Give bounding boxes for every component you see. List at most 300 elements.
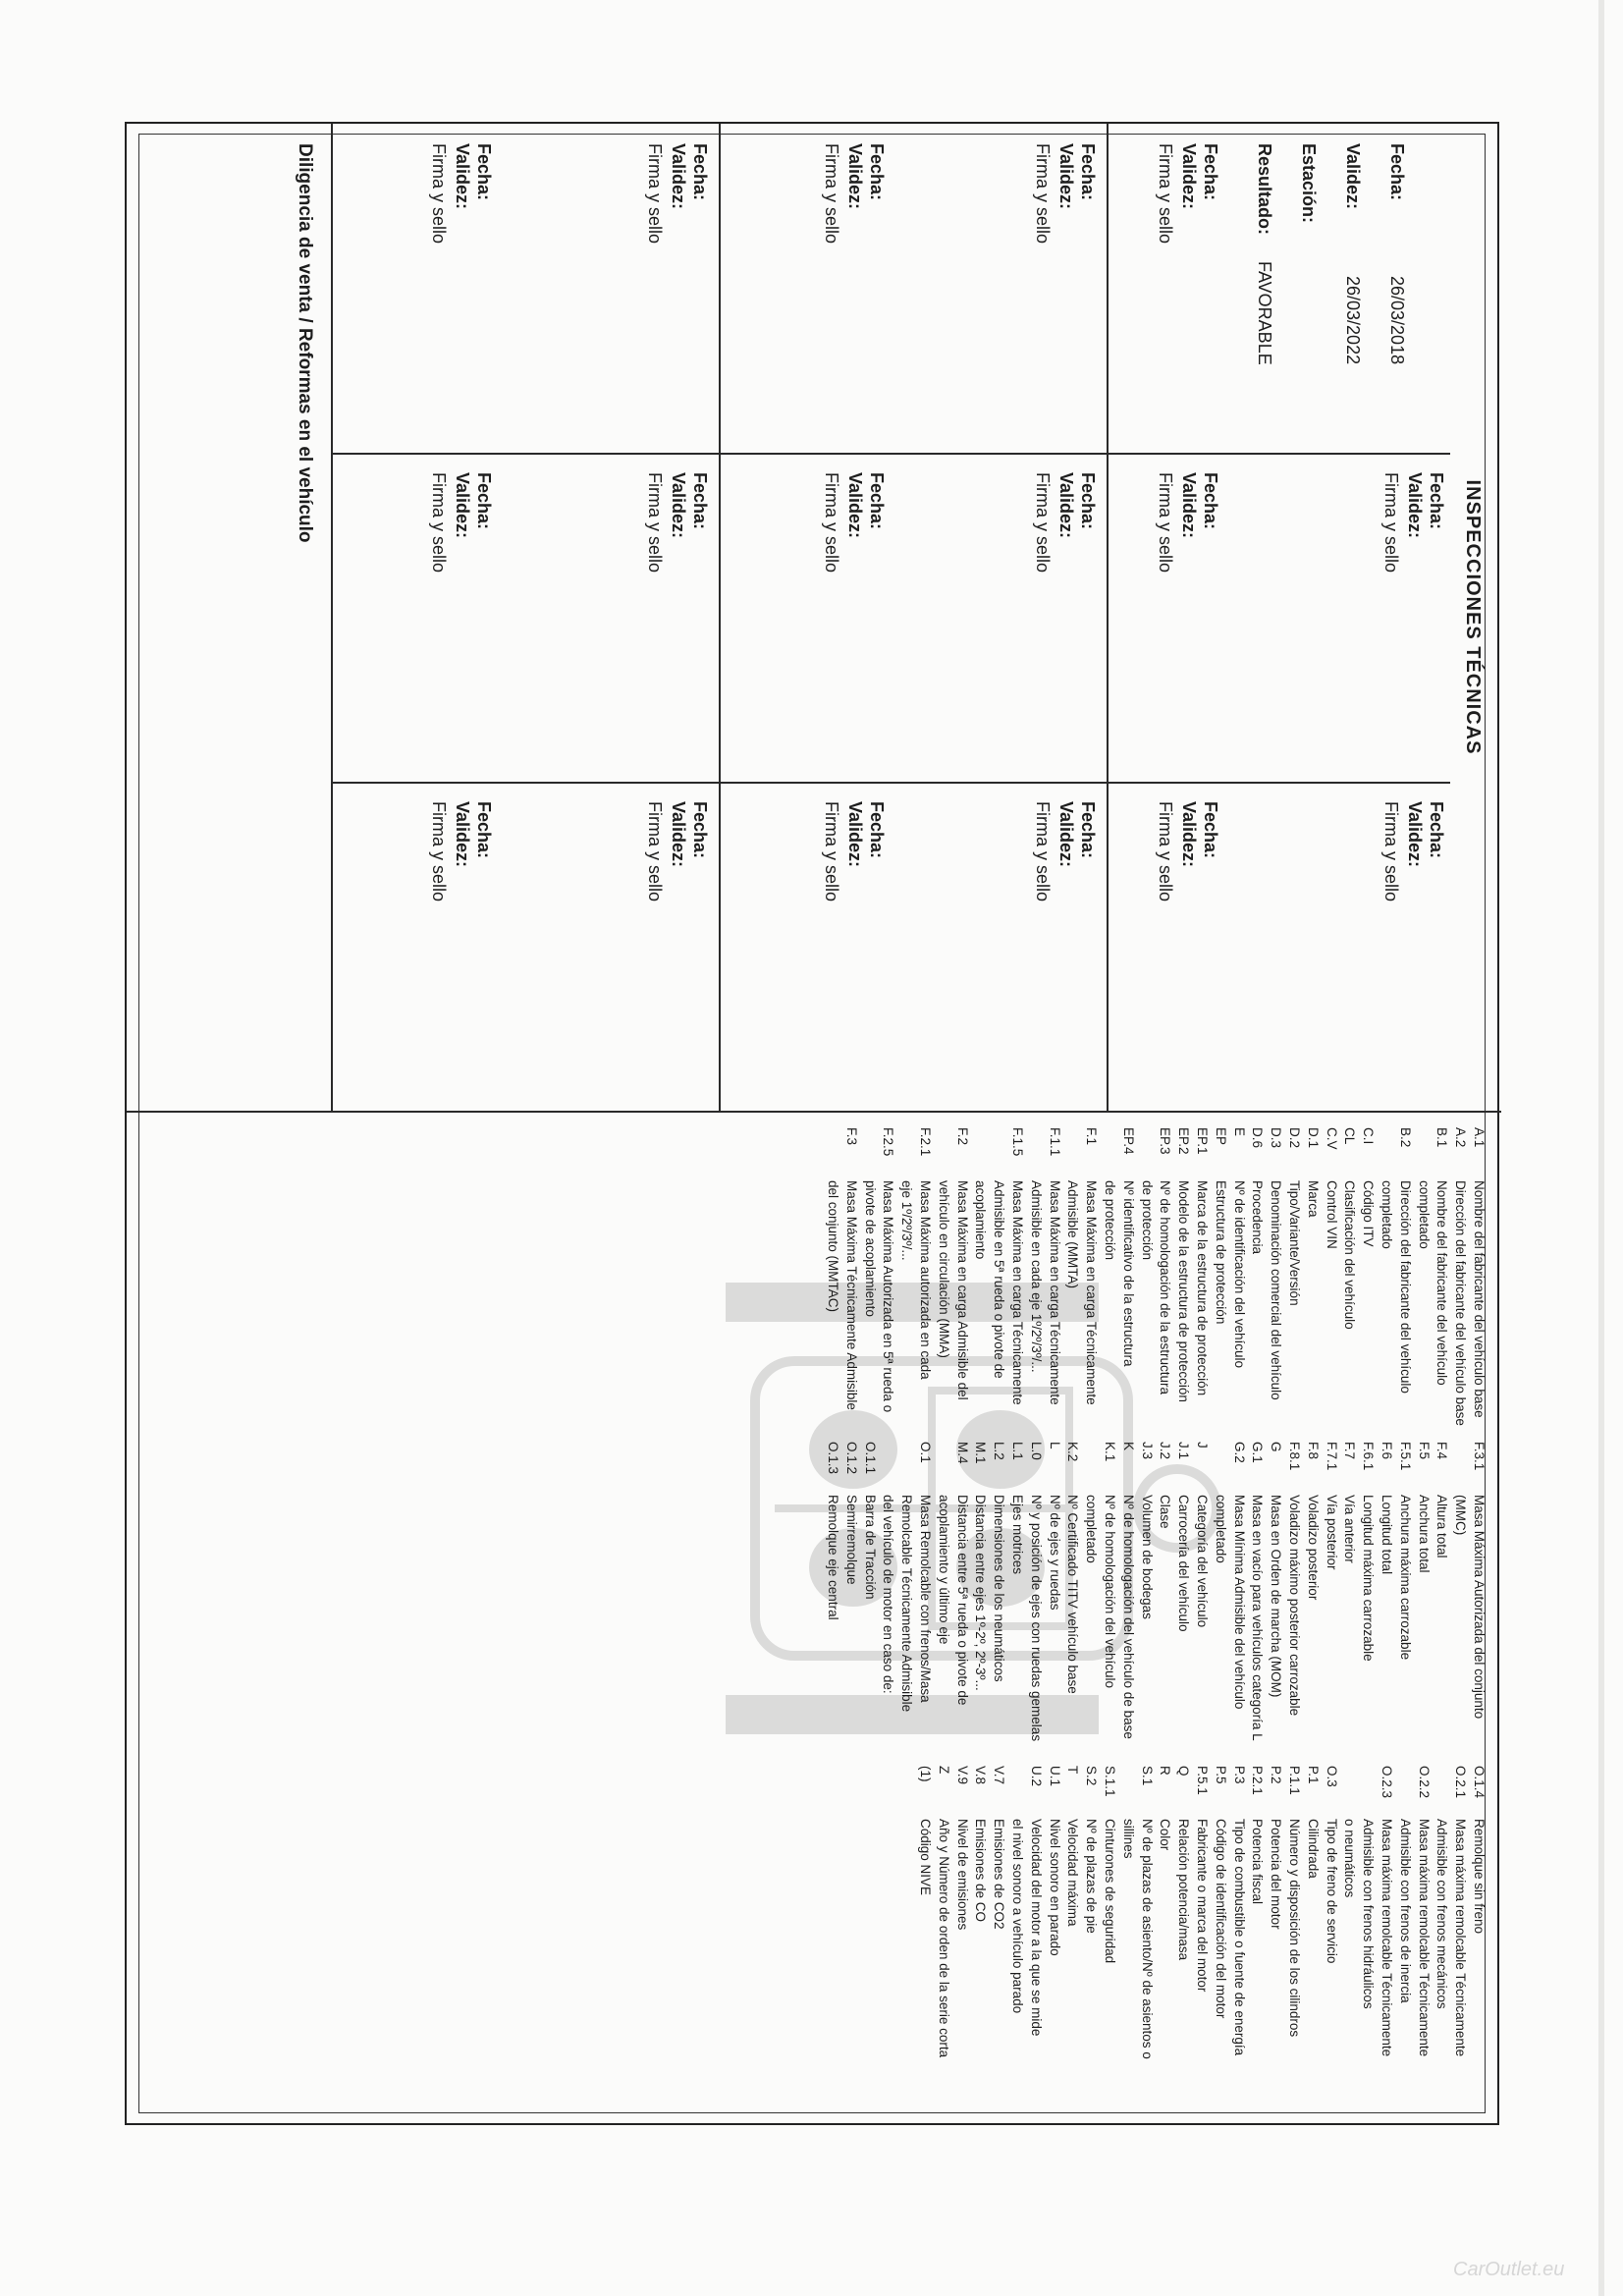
grid-divider-col-1 bbox=[333, 453, 1450, 455]
legend-description: Nº y posición de ejes con ruedas gemelas bbox=[1028, 1495, 1044, 1742]
legend-code: P.5.1 bbox=[1195, 1766, 1211, 1795]
diligencia-heading: Diligencia de venta / Reformas en el vehículo bbox=[295, 143, 315, 543]
legend-code: P.1 bbox=[1305, 1766, 1321, 1784]
legend-description: el nivel sonoro a vehículo parado bbox=[1010, 1819, 1026, 2014]
legend-description: Voladizo máximo posterior carrozable bbox=[1287, 1495, 1303, 1717]
legend-row bbox=[1377, 1127, 1395, 1432]
scan-edge bbox=[1598, 0, 1604, 2296]
legend-row bbox=[1303, 1766, 1322, 2105]
legend-code: J.3 bbox=[1139, 1442, 1155, 1460]
legend-row bbox=[1026, 1442, 1045, 1756]
legend-description: Nombre del fabricante del vehículo base bbox=[1472, 1180, 1487, 1418]
validez-value: 26/03/2022 bbox=[1343, 276, 1363, 365]
validez-label: Validez: bbox=[1179, 472, 1199, 539]
legend-description: acoplamiento y último eje bbox=[936, 1495, 951, 1645]
legend-code bbox=[897, 1127, 916, 1180]
legend-row bbox=[1156, 1766, 1174, 2105]
legend-description: Barra de Tracción bbox=[862, 1495, 878, 1600]
legend-code bbox=[934, 1442, 952, 1495]
legend-description: Nº de plazas de pie bbox=[1084, 1819, 1100, 1934]
legend-row bbox=[1156, 1442, 1174, 1756]
legend-row bbox=[1063, 1766, 1082, 2105]
legend-row bbox=[934, 1127, 952, 1432]
firma-sello: Firma y sello bbox=[1033, 143, 1053, 245]
legend-row bbox=[879, 1442, 897, 1756]
validez-label: Validez: bbox=[453, 143, 472, 210]
legend-code: O.1.1 bbox=[862, 1442, 878, 1475]
legend-description: Ejes motrices bbox=[1010, 1495, 1026, 1575]
legend-row bbox=[971, 1766, 990, 2105]
validez-label: Validez: bbox=[1179, 801, 1199, 868]
legend-row bbox=[1045, 1127, 1063, 1432]
firma-sello: Firma y sello bbox=[822, 143, 841, 245]
legend-description: sillines bbox=[1120, 1819, 1136, 1859]
legend-description: Emisiones de CO bbox=[973, 1819, 989, 1923]
legend-description: Admisible con frenos mecánicos bbox=[1434, 1819, 1450, 2009]
legend-code: O.1 bbox=[918, 1442, 934, 1463]
legend-description: Masa Máxima Autorizada en 5ª rueda o bbox=[881, 1180, 896, 1413]
legend-description: Nombre del fabricante del vehículo bbox=[1434, 1180, 1450, 1386]
legend-description: Altura total bbox=[1434, 1495, 1450, 1558]
legend-row bbox=[934, 1442, 952, 1756]
legend-row bbox=[1081, 1442, 1100, 1756]
legend-row bbox=[1137, 1127, 1156, 1432]
legend-description: del conjunto (MMTAC) bbox=[826, 1180, 841, 1313]
legend-code bbox=[934, 1127, 952, 1180]
legend-code: V.8 bbox=[973, 1766, 989, 1785]
legend-row bbox=[1414, 1127, 1433, 1432]
legend-code: K.2 bbox=[1065, 1442, 1081, 1462]
firma-sello: Firma y sello bbox=[1381, 472, 1401, 574]
legend-row bbox=[1450, 1127, 1469, 1432]
legend-code: P.2 bbox=[1269, 1766, 1284, 1784]
page-title: INSPECCIONES TÉCNICAS bbox=[1462, 479, 1484, 755]
legend-code bbox=[1414, 1127, 1433, 1180]
legend-description: Nº de homologación del vehículo de base bbox=[1120, 1495, 1136, 1739]
validez-label: Validez: bbox=[845, 472, 865, 539]
legend-row bbox=[1266, 1766, 1284, 2105]
legend-description: completado bbox=[1213, 1495, 1228, 1563]
fecha-label: Fecha: bbox=[867, 143, 887, 201]
firma-sello: Firma y sello bbox=[1381, 801, 1401, 902]
legend-row bbox=[1358, 1766, 1377, 2105]
legend-description: Cilindrada bbox=[1305, 1819, 1321, 1879]
fecha-label: Fecha: bbox=[690, 801, 710, 859]
legend-row bbox=[1340, 1766, 1359, 2105]
validez-label: Validez: bbox=[453, 801, 472, 868]
legend-row bbox=[1007, 1127, 1026, 1432]
legend-description: Admisible con frenos de inercia bbox=[1397, 1819, 1413, 2003]
legend-code: B.1 bbox=[1434, 1127, 1450, 1148]
legend-description: Longitud máxima carrozable bbox=[1361, 1495, 1377, 1662]
legend-description: Tipo de freno de servicio bbox=[1324, 1819, 1339, 1964]
legend-description: Nº de homologación de la estructura bbox=[1158, 1180, 1173, 1395]
legend-row bbox=[1063, 1127, 1082, 1432]
legend-code: F.7 bbox=[1342, 1442, 1358, 1460]
legend-description: Fabricante o marca del motor bbox=[1195, 1819, 1211, 1993]
legend-code: EP.2 bbox=[1176, 1127, 1192, 1155]
validez-label: Validez: bbox=[453, 472, 472, 539]
legend-description: Voladizo posterior bbox=[1305, 1495, 1321, 1601]
fecha-label: Fecha: bbox=[474, 143, 494, 201]
legend-description: vehículo en circulación (MMA) bbox=[936, 1180, 951, 1358]
legend-row bbox=[1248, 1442, 1267, 1756]
legend-code: F.8.1 bbox=[1287, 1442, 1303, 1471]
legend-code: P.3 bbox=[1231, 1766, 1247, 1784]
legend-code: M.1 bbox=[973, 1442, 989, 1464]
firma-sello: Firma y sello bbox=[1156, 143, 1175, 245]
inspection-cell-5 bbox=[726, 472, 1099, 767]
legend-code: D.2 bbox=[1287, 1127, 1303, 1149]
legend-code: L.2 bbox=[992, 1442, 1007, 1460]
validez-label: Validez: bbox=[1405, 472, 1425, 539]
legend-description: Denominación comercial del vehículo bbox=[1269, 1180, 1284, 1400]
legend-code: P.1.1 bbox=[1287, 1766, 1303, 1795]
legend-description: pivote de acoplamiento bbox=[862, 1180, 878, 1317]
legend-description: Relación potencia/masa bbox=[1176, 1819, 1192, 1961]
legend-code: D.3 bbox=[1269, 1127, 1284, 1149]
legend-row bbox=[1358, 1442, 1377, 1756]
legend-code bbox=[1137, 1127, 1156, 1180]
legend-row bbox=[1081, 1127, 1100, 1432]
fecha-label: Fecha: bbox=[474, 801, 494, 859]
legend-description: Código NIVE bbox=[918, 1819, 934, 1896]
firma-sello: Firma y sello bbox=[645, 801, 665, 902]
firma-sello: Firma y sello bbox=[645, 143, 665, 245]
legend-code: EP.3 bbox=[1158, 1127, 1173, 1155]
legend-code: R bbox=[1158, 1766, 1173, 1776]
legend-description: Vía posterior bbox=[1324, 1495, 1339, 1570]
legend-code: S.2 bbox=[1084, 1766, 1100, 1786]
legend-description: Nº Certificado TITV vehículo base bbox=[1065, 1495, 1081, 1694]
legend-row bbox=[1322, 1127, 1340, 1432]
legend-description: Anchura total bbox=[1416, 1495, 1432, 1573]
legend-row bbox=[1414, 1442, 1433, 1756]
legend-code: F.2.1 bbox=[918, 1127, 934, 1157]
legend-code: O.1.3 bbox=[826, 1442, 841, 1475]
legend-code: G bbox=[1269, 1442, 1284, 1452]
legend-code: L bbox=[1047, 1442, 1062, 1449]
legend-code bbox=[1358, 1766, 1377, 1819]
legend-code bbox=[1450, 1442, 1469, 1495]
legend-code bbox=[1081, 1442, 1100, 1495]
legend-code: O.2.1 bbox=[1453, 1766, 1469, 1799]
legend-row bbox=[1007, 1442, 1026, 1756]
fecha-value: 26/03/2018 bbox=[1387, 276, 1407, 365]
fecha-label: Fecha: bbox=[1201, 801, 1220, 859]
legend-row bbox=[1118, 1766, 1137, 2105]
legend-row bbox=[934, 1766, 952, 2105]
legend-row bbox=[1377, 1442, 1395, 1756]
legend-description: Clasificación del vehículo bbox=[1342, 1180, 1358, 1330]
fecha-label: Fecha: bbox=[474, 472, 494, 530]
legend-description: Remolque sin freno bbox=[1472, 1819, 1487, 1935]
legend-row bbox=[1045, 1766, 1063, 2105]
legend-code: O.1.2 bbox=[843, 1442, 859, 1475]
fecha-label: Fecha: bbox=[867, 801, 887, 859]
fecha-label: Fecha: bbox=[1387, 143, 1407, 201]
legend-description: Vía anterior bbox=[1342, 1495, 1358, 1563]
fecha-label: Fecha: bbox=[1427, 472, 1446, 530]
firma-sello: Firma y sello bbox=[1156, 472, 1175, 574]
legend-row bbox=[1303, 1127, 1322, 1432]
inspection-cell-8 bbox=[338, 472, 711, 767]
legend-row bbox=[1026, 1127, 1045, 1432]
legend-row bbox=[1137, 1766, 1156, 2105]
legend-row bbox=[841, 1127, 860, 1432]
legend-description: de protección bbox=[1139, 1180, 1155, 1261]
legend-code: D.6 bbox=[1250, 1127, 1266, 1149]
legend-code: F.2 bbox=[954, 1127, 970, 1146]
legend-description: Masa Mínima Admisible del vehículo bbox=[1231, 1495, 1247, 1710]
legend-description: Admisible en 5ª rueda o pivote de bbox=[992, 1180, 1007, 1379]
legend-description: Nº de plazas de asiento/Nº de asientos o bbox=[1139, 1819, 1155, 2059]
legend-row bbox=[989, 1127, 1007, 1432]
legend-description: de protección bbox=[1103, 1180, 1118, 1261]
legend-description: Masa máxima remolcable Técnicamente bbox=[1416, 1819, 1432, 2057]
legend-description: completado bbox=[1380, 1180, 1395, 1249]
legend-description: Estructura de protección bbox=[1213, 1180, 1228, 1325]
validez-label: Validez: bbox=[669, 472, 688, 539]
legend-code: EP.1 bbox=[1195, 1127, 1211, 1155]
legend-row bbox=[1118, 1127, 1137, 1432]
legend-code bbox=[1377, 1127, 1395, 1180]
legend-description: Nº de homologación del vehículo bbox=[1103, 1495, 1118, 1689]
validez-label: Validez: bbox=[1343, 143, 1363, 210]
legend-description: Masa máxima remolcable Técnicamente bbox=[1380, 1819, 1395, 2057]
legend-description: Código de identificación del motor bbox=[1213, 1819, 1228, 2019]
validez-label: Validez: bbox=[1056, 143, 1076, 210]
legend-description: Masa en vacío para vehículos categoría L bbox=[1250, 1495, 1266, 1741]
legend-description: Velocidad del motor a la que se mide bbox=[1028, 1819, 1044, 2037]
legend-code: F.8 bbox=[1305, 1442, 1321, 1460]
legend-description: Procedencia bbox=[1250, 1180, 1266, 1255]
legend-description: Tipo/Variante/Versión bbox=[1287, 1180, 1303, 1306]
legend-row bbox=[1173, 1442, 1192, 1756]
legend-row bbox=[1450, 1766, 1469, 2105]
estacion-label: Estación: bbox=[1299, 143, 1319, 224]
inspection-cell-9 bbox=[338, 801, 711, 1096]
legend-code: A.1 bbox=[1472, 1127, 1487, 1148]
legend-code: J.2 bbox=[1158, 1442, 1173, 1460]
legend-code: F.3 bbox=[843, 1127, 859, 1146]
legend-row bbox=[1469, 1442, 1488, 1756]
legend-row bbox=[841, 1442, 860, 1756]
legend-column-1 bbox=[823, 1127, 1488, 1432]
grid-divider-col-2 bbox=[333, 782, 1450, 784]
inspection-sheet bbox=[125, 122, 1499, 2125]
validez-label: Validez: bbox=[1405, 801, 1425, 868]
legend-row bbox=[952, 1442, 971, 1756]
inspection-cell-7 bbox=[338, 143, 711, 438]
legend-description: Potencia fiscal bbox=[1250, 1819, 1266, 1905]
validez-label: Validez: bbox=[1179, 143, 1199, 210]
legend-row bbox=[952, 1127, 971, 1432]
legend-row bbox=[1322, 1442, 1340, 1756]
legend-row bbox=[1192, 1766, 1211, 2105]
legend-code: K.1 bbox=[1103, 1442, 1118, 1462]
legend-row bbox=[1266, 1127, 1284, 1432]
legend-description: Categoría del vehículo bbox=[1195, 1495, 1211, 1628]
fecha-label: Fecha: bbox=[1201, 472, 1220, 530]
legend-code bbox=[897, 1442, 916, 1495]
legend-description: Remolque eje central bbox=[826, 1495, 841, 1620]
firma-sello: Firma y sello bbox=[1033, 472, 1053, 574]
inspection-cell-4 bbox=[726, 143, 1099, 438]
legend-code: EP.4 bbox=[1120, 1127, 1136, 1155]
validez-label: Validez: bbox=[1056, 801, 1076, 868]
legend-description: Nivel sonoro en parado bbox=[1047, 1819, 1062, 1956]
watermark: CarOutlet.eu bbox=[1453, 2259, 1565, 2280]
legend-description: Dimensiones de los neumáticos bbox=[992, 1495, 1007, 1682]
firma-sello: Firma y sello bbox=[822, 801, 841, 902]
legend-description: Carrocería del vehículo bbox=[1176, 1495, 1192, 1632]
fecha-label: Fecha: bbox=[1427, 801, 1446, 859]
legend-code: O.2.2 bbox=[1416, 1766, 1432, 1799]
legend-code bbox=[879, 1442, 897, 1495]
legend-code bbox=[971, 1127, 990, 1180]
legend-row bbox=[860, 1127, 879, 1432]
legend-code: F.1.5 bbox=[1010, 1127, 1026, 1157]
legend-description: Semirremolque bbox=[843, 1495, 859, 1585]
legend-row bbox=[1045, 1442, 1063, 1756]
legend-code bbox=[989, 1127, 1007, 1180]
legend-code: (1) bbox=[918, 1766, 934, 1782]
legend-code bbox=[1211, 1442, 1229, 1495]
validez-label: Validez: bbox=[1056, 472, 1076, 539]
legend-code: O.2.3 bbox=[1380, 1766, 1395, 1799]
legend-row bbox=[1469, 1127, 1488, 1432]
legend-row bbox=[1395, 1442, 1414, 1756]
legend-code bbox=[823, 1127, 841, 1180]
legend-description: Marca bbox=[1305, 1180, 1321, 1218]
legend-code bbox=[860, 1127, 879, 1180]
legend-row bbox=[823, 1442, 841, 1756]
legend-description: Distancia entre 5ª rueda o pivote de bbox=[954, 1495, 970, 1706]
legend-code: C.V bbox=[1324, 1127, 1339, 1150]
legend-description: Potencia del motor bbox=[1269, 1819, 1284, 1930]
firma-sello: Firma y sello bbox=[429, 801, 449, 902]
legend-row bbox=[1007, 1766, 1026, 2105]
legend-description: Dirección del fabricante del vehículo bbox=[1397, 1180, 1413, 1394]
legend-row bbox=[1118, 1442, 1137, 1756]
legend-code: J bbox=[1195, 1442, 1211, 1449]
legend-description: Masa Máxima autorizada en cada bbox=[918, 1180, 934, 1380]
legend-code: O.3 bbox=[1324, 1766, 1339, 1787]
legend-code bbox=[1026, 1127, 1045, 1180]
legend-code: O.1.4 bbox=[1472, 1766, 1487, 1799]
legend-description: del vehículo de motor en caso de: bbox=[881, 1495, 896, 1694]
legend-description: Masa Máxima en carga Admisible del bbox=[954, 1180, 970, 1400]
legend-row bbox=[915, 1127, 934, 1432]
legend-description: Tipo de combustible o fuente de energía bbox=[1231, 1819, 1247, 2056]
legend-description: Año y Número de orden de la serie corta bbox=[936, 1819, 951, 2058]
legend-description: completado bbox=[1084, 1495, 1100, 1563]
legend-row bbox=[1358, 1127, 1377, 1432]
legend-code: L.0 bbox=[1028, 1442, 1044, 1460]
legend-code: P.2.1 bbox=[1250, 1766, 1266, 1795]
legend-row bbox=[823, 1127, 841, 1432]
legend-description: (MMC) bbox=[1453, 1495, 1469, 1536]
legend-code: A.2 bbox=[1453, 1127, 1469, 1148]
legend-row bbox=[971, 1442, 990, 1756]
legend-description: Admisible (MMTA) bbox=[1065, 1180, 1081, 1289]
legend-description: Masa máxima remolcable Técnicamente bbox=[1453, 1819, 1469, 2057]
grid-divider-row-1 bbox=[1108, 124, 1109, 1111]
legend-code: Z bbox=[936, 1766, 951, 1775]
legend-description: Remolcable Técnicamente Admisible bbox=[899, 1495, 915, 1713]
legend-row bbox=[879, 1127, 897, 1432]
legend-code: G.1 bbox=[1250, 1442, 1266, 1463]
legend-description: Longitud total bbox=[1380, 1495, 1395, 1575]
legend-row bbox=[1284, 1442, 1303, 1756]
legend-code: J.1 bbox=[1176, 1442, 1192, 1460]
legend-row bbox=[1192, 1442, 1211, 1756]
legend-description: Masa Máxima en carga Técnicamente bbox=[1010, 1180, 1026, 1405]
fecha-label: Fecha: bbox=[1078, 143, 1098, 201]
legend-row bbox=[1377, 1766, 1395, 2105]
legend-row bbox=[1100, 1766, 1118, 2105]
legend-description: Velocidad máxima bbox=[1065, 1819, 1081, 1927]
legend-code: F.7.1 bbox=[1324, 1442, 1339, 1471]
firma-sello: Firma y sello bbox=[822, 472, 841, 574]
legend-code: F.1 bbox=[1084, 1127, 1100, 1146]
legend-code: S.1.1 bbox=[1103, 1766, 1118, 1797]
firma-sello: Firma y sello bbox=[429, 143, 449, 245]
legend-row bbox=[1248, 1127, 1267, 1432]
resultado-label: Resultado: bbox=[1255, 143, 1274, 236]
inspection-cell-6 bbox=[726, 801, 1099, 1096]
legend-row bbox=[1229, 1766, 1248, 2105]
legend-row bbox=[989, 1766, 1007, 2105]
firma-sello: Firma y sello bbox=[1033, 801, 1053, 902]
legend-code: F.2.5 bbox=[881, 1127, 896, 1157]
legend-code bbox=[1433, 1766, 1451, 1819]
legend-description: Nº identificativo de la estructura bbox=[1120, 1180, 1136, 1367]
legend-row bbox=[1284, 1766, 1303, 2105]
legend-code: T bbox=[1065, 1766, 1081, 1775]
legend-code: F.6 bbox=[1380, 1442, 1395, 1460]
legend-description: Masa Máxima Autorizada del conjunto bbox=[1472, 1495, 1487, 1720]
legend-row bbox=[897, 1442, 916, 1756]
legend-description: completado bbox=[1416, 1180, 1432, 1249]
legend-row bbox=[1211, 1127, 1229, 1432]
legend-code: P.5 bbox=[1213, 1766, 1228, 1784]
legend-column-2 bbox=[823, 1442, 1488, 1756]
legend-row bbox=[1340, 1127, 1359, 1432]
legend-description: Masa Remolcable con frenos/Masa bbox=[918, 1495, 934, 1703]
legend-row bbox=[1081, 1766, 1100, 2105]
legend-description: Número y disposición de los cilindros bbox=[1287, 1819, 1303, 2038]
legend-row bbox=[860, 1442, 879, 1756]
legend-row bbox=[1395, 1766, 1414, 2105]
fecha-label: Fecha: bbox=[1078, 801, 1098, 859]
legend-code: L.1 bbox=[1010, 1442, 1026, 1460]
legend-code: M.4 bbox=[954, 1442, 970, 1464]
legend-row bbox=[952, 1766, 971, 2105]
legend-description: Admisible con frenos hidráulicos bbox=[1361, 1819, 1377, 2009]
legend-code: Q bbox=[1176, 1766, 1192, 1777]
legend-row bbox=[1063, 1442, 1082, 1756]
legend-description: Marca de la estructura de protección bbox=[1195, 1180, 1211, 1396]
legend-code: S.1 bbox=[1139, 1766, 1155, 1786]
fecha-label: Fecha: bbox=[690, 472, 710, 530]
legend-code bbox=[1340, 1766, 1359, 1819]
legend-code: U.2 bbox=[1028, 1766, 1044, 1787]
legend-description: acoplamiento bbox=[973, 1180, 989, 1260]
legend-code bbox=[1100, 1127, 1118, 1180]
legend-row bbox=[971, 1127, 990, 1432]
